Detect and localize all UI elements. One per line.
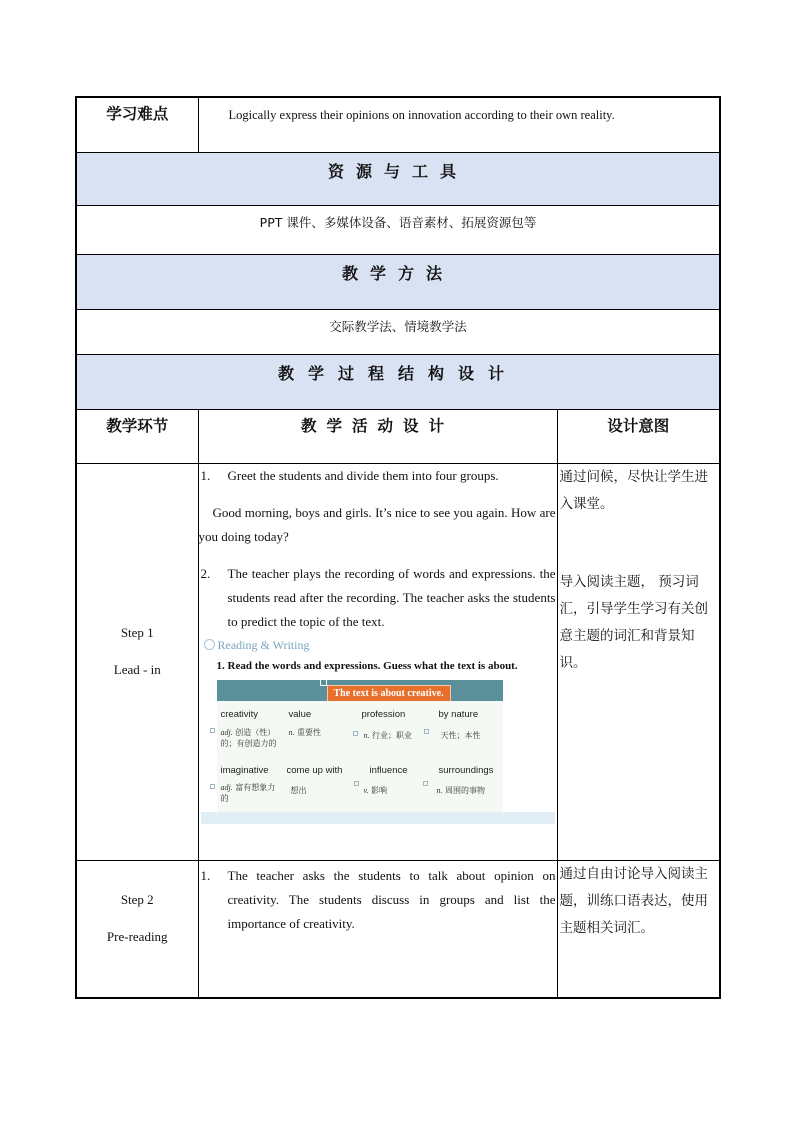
difficulty-text: Logically express their opinions on innovation according to their own reality. bbox=[228, 108, 615, 122]
vocab-pos: n. bbox=[288, 727, 295, 737]
vocab-word: imaginative bbox=[220, 764, 269, 776]
vocab-def-text: 周围的事物 bbox=[445, 785, 486, 795]
textbook-bottom-strip bbox=[201, 812, 555, 824]
methods-title: 教学方法 bbox=[341, 263, 454, 283]
step1-intent-cell bbox=[557, 463, 720, 860]
step1-sublabel: Lead - in bbox=[113, 661, 161, 677]
step1-activity-cell bbox=[198, 463, 557, 860]
step1-item2-text: The teacher plays the recording of words and expressions. the students read after the recording. The teacher asks the students to predict the topic of the text. bbox=[227, 565, 556, 629]
step1-item1-text: Greet the students and divide them into four groups. bbox=[227, 467, 499, 483]
vocab-def-text: 创造（性）的；有创造力的 bbox=[220, 727, 277, 748]
vocab-def-text: 想出 bbox=[290, 785, 307, 795]
vocab-word: profession bbox=[361, 708, 406, 720]
step2-item1-num: 1. bbox=[200, 867, 211, 883]
step1-intent1: 通过问候，尽快让学生进入课堂。 bbox=[559, 468, 708, 512]
step1-label-cell bbox=[76, 463, 198, 860]
step2-activity-cell bbox=[198, 860, 557, 998]
header-activity: 教学活动设计 bbox=[198, 409, 557, 463]
vocab-grid bbox=[217, 701, 503, 819]
lesson-plan-table bbox=[75, 96, 719, 999]
resources-text: PPT 课件、多媒体设备、语音素材、拓展资源包等 bbox=[76, 205, 720, 254]
textbook-banner bbox=[217, 680, 503, 701]
vocab-def-text: 天性；本性 bbox=[440, 730, 481, 740]
step1-label: Step 1 bbox=[120, 624, 154, 640]
vocab-pos: adj. bbox=[220, 782, 233, 792]
process-band bbox=[76, 354, 720, 409]
vocab-word: surroundings bbox=[438, 764, 494, 776]
vocab-pos: adj. bbox=[220, 727, 233, 737]
textbook-header-text: Reading & Writing bbox=[217, 637, 310, 652]
vocab-def bbox=[289, 727, 322, 738]
textbook-header bbox=[204, 638, 310, 653]
vocab-word: influence bbox=[369, 764, 408, 776]
marker-icon bbox=[353, 731, 358, 736]
marker-icon bbox=[424, 729, 429, 734]
vocab-def bbox=[291, 785, 307, 796]
step2-item1 bbox=[199, 864, 557, 936]
difficulty-cell bbox=[198, 97, 720, 152]
vocab-def-text: 行业；职业 bbox=[372, 730, 413, 740]
step1-item2-num: 2. bbox=[200, 565, 211, 581]
vocab-def bbox=[221, 782, 283, 804]
vocab-word: by nature bbox=[438, 708, 479, 720]
step2-label: Step 2 bbox=[120, 891, 154, 907]
vocab-def bbox=[437, 785, 486, 796]
vocab-word: creativity bbox=[220, 708, 258, 720]
vocab-def-text: 重要性 bbox=[297, 727, 322, 737]
resources-band bbox=[76, 152, 720, 205]
process-title: 教学过程结构设计 bbox=[277, 363, 518, 383]
step1-greeting: Good morning, boys and girls. It’s nice to see you again. How are you doing today? bbox=[198, 504, 556, 544]
vocab-def bbox=[364, 730, 413, 741]
step2-sublabel: Pre-reading bbox=[106, 928, 168, 944]
difficulty-label: 学习难点 bbox=[76, 97, 198, 152]
vocab-word: value bbox=[288, 708, 312, 720]
textbook-question: 1. Read the words and expressions. Guess what the text is about. bbox=[216, 659, 518, 672]
step1-intent2: 导入阅读主题， 预习词汇，引导学生学习有关创意主题的词汇和背景知识。 bbox=[559, 573, 708, 671]
resources-title: 资源与工具 bbox=[327, 161, 468, 181]
marker-icon bbox=[210, 728, 215, 733]
vocab-pos: n. bbox=[363, 730, 370, 740]
vocab-def bbox=[364, 785, 388, 796]
methods-band bbox=[76, 254, 720, 309]
anchor-icon bbox=[320, 679, 327, 686]
step2-item1-text: The teacher asks the students to talk about opinion on creativity. The students discuss in groups and list the importance of creativity. bbox=[227, 867, 556, 931]
step1-item1-num: 1. bbox=[200, 467, 211, 483]
marker-icon bbox=[354, 781, 359, 786]
vocab-pos: n. bbox=[436, 785, 443, 795]
step2-intent: 通过自由讨论导入阅读主题，训练口语表达，使用主题相关词汇。 bbox=[559, 865, 708, 936]
vocab-def bbox=[441, 730, 481, 741]
step2-intent-cell bbox=[557, 860, 720, 998]
textbook-excerpt bbox=[201, 637, 555, 824]
vocab-def-text: 影响 bbox=[371, 785, 388, 795]
step1-item2 bbox=[199, 562, 557, 634]
step2-label-cell bbox=[76, 860, 198, 998]
vocab-def-text: 富有想象力的 bbox=[220, 782, 276, 803]
vocab-word: come up with bbox=[286, 764, 343, 776]
header-intent: 设计意图 bbox=[557, 409, 720, 463]
marker-icon bbox=[423, 781, 428, 786]
methods-text: 交际教学法、情境教学法 bbox=[76, 309, 720, 354]
vocab-def bbox=[221, 727, 285, 749]
marker-icon bbox=[210, 784, 215, 789]
header-stage: 教学环节 bbox=[76, 409, 198, 463]
section-circle-icon bbox=[204, 639, 215, 650]
vocab-pos: v. bbox=[363, 785, 369, 795]
step1-item1 bbox=[199, 464, 557, 488]
textbook-badge: The text is about creative. bbox=[327, 685, 451, 702]
